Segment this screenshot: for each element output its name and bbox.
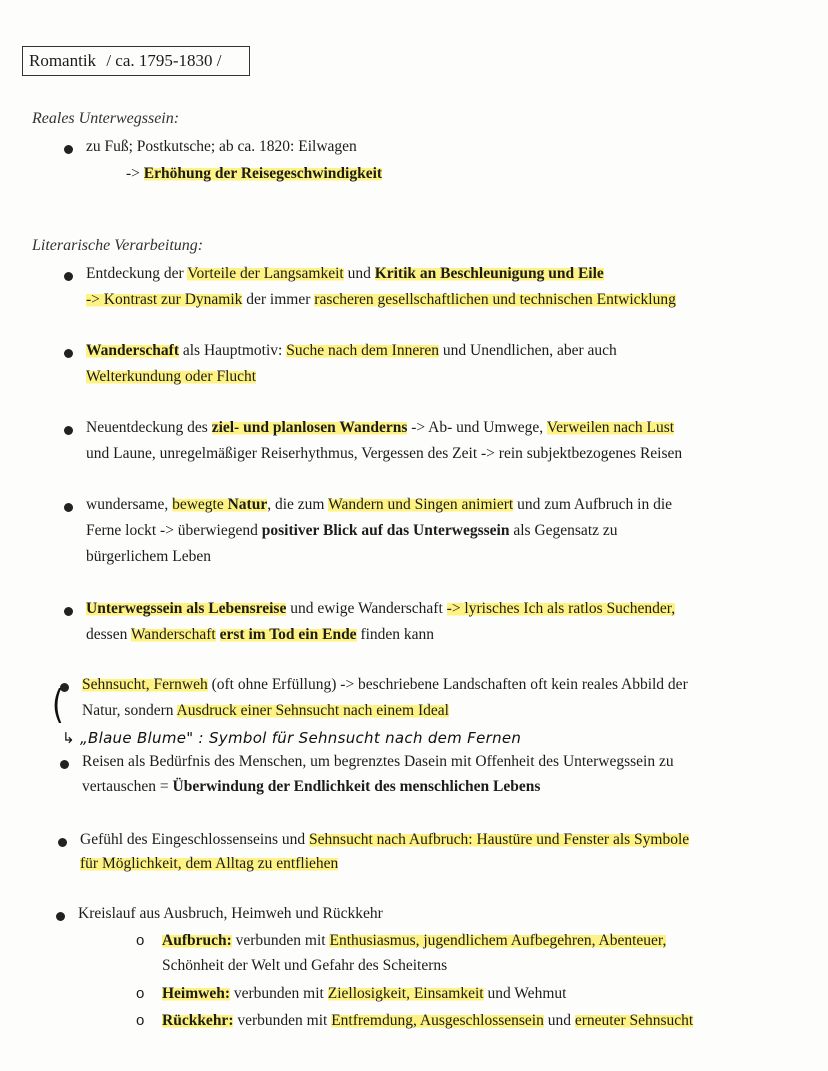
highlight-run: bewegte: [172, 496, 228, 513]
text-run: wundersame,: [86, 496, 173, 513]
text-run: als Gegensatz zu: [509, 522, 618, 539]
text-run: verbunden mit: [231, 932, 330, 949]
text-run: und Wehmut: [483, 985, 567, 1002]
text-run: , die zum: [267, 496, 329, 513]
lit-p4-line2: [86, 522, 618, 540]
bullet-dot: [58, 838, 67, 847]
lit-p9-sub1-line2: Schönheit der Welt und Gefahr des Scheiterns: [162, 957, 448, 974]
lit-p2-line2: [86, 368, 256, 386]
bullet-dot: [64, 607, 73, 616]
highlight-bold-run: Heimweh:: [162, 985, 231, 1002]
bullet-dot: [56, 912, 65, 921]
sub-bullet: o: [136, 1012, 145, 1029]
lit-p8-line2: [80, 855, 338, 873]
lit-p4-line3: bürgerlichem Leben: [86, 548, 211, 565]
text-run: Natur, sondern: [82, 702, 177, 719]
lit-p4-line1: [86, 496, 672, 514]
highlight-run: -> Kontrast zur Dynamik: [86, 291, 243, 308]
highlight-run: Ziellosigkeit, Einsamkeit: [327, 985, 484, 1002]
section-heading-lit: Literarische Verarbeitung:: [32, 237, 204, 254]
text-run: Gefühl des Eingeschlossenseins und: [80, 831, 310, 848]
highlight-run: Sehnsucht, Fernweh: [82, 676, 208, 693]
lit-p5-line1: [86, 600, 675, 618]
real-bullet-1: zu Fuß; Postkutsche; ab ca. 1820: Eilwagen: [86, 138, 357, 155]
bold-run: Überwindung der Endlichkeit des menschlichen Lebens: [172, 778, 541, 795]
lit-p3-line2: und Laune, unregelmäßiger Reiserhythmus, Vergessen des Zeit -> rein subjektbezogenes Reisen: [86, 445, 683, 462]
real-result: Erhöhung der Reisegeschwindigkeit: [143, 165, 383, 182]
text-run: und: [543, 1012, 575, 1029]
text-run: finden kann: [356, 626, 435, 643]
lit-p9-sub1-line1: [162, 932, 666, 950]
title-dates: / ca. 1795-1830 /: [106, 51, 222, 70]
lit-p8-line1: [80, 831, 689, 849]
lit-p2-line1: [86, 342, 617, 360]
lit-p9-line1: Kreislauf aus Ausbruch, Heimweh und Rückkehr: [78, 905, 383, 922]
bullet-dot: [64, 145, 73, 154]
text-run: Entdeckung der: [86, 265, 188, 282]
sub-bullet: o: [136, 932, 145, 949]
text-run: und zum Aufbruch in die: [513, 496, 673, 513]
lit-p6-line1: [82, 676, 688, 694]
handwritten-note: [62, 729, 521, 747]
lit-p1-line1: [86, 265, 604, 283]
note-text: „Blaue Blume" : Symbol für Sehnsucht nach dem Fernen: [79, 729, 522, 747]
title-word: Romantik: [29, 51, 97, 70]
highlight-run: Wanderschaft: [130, 626, 216, 643]
lit-p3-line1: [86, 419, 674, 437]
highlight-run: Ausdruck einer Sehnsucht nach einem Ideal: [176, 702, 449, 719]
lit-p6-line2: [82, 702, 449, 720]
lit-p9-sub3: [162, 1012, 693, 1030]
bullet-dot: [64, 272, 73, 281]
bullet-dot: [64, 426, 73, 435]
highlight-bold-run: Wanderschaft: [86, 342, 179, 359]
text-run: (oft ohne Erfüllung) -> beschriebene Landschaften oft kein reales Abbild der: [207, 676, 688, 693]
highlight-run: Suche nach dem Inneren: [286, 342, 439, 359]
text-run: und Unendlichen, aber auch: [439, 342, 617, 359]
text-run: als Hauptmotiv:: [179, 342, 287, 359]
lit-p7-line1: Reisen als Bedürfnis des Menschen, um begrenztes Dasein mit Offenheit des Unterwegssein zu: [82, 753, 674, 770]
bold-run: positiver Blick auf das Unterwegssein: [261, 522, 510, 539]
highlight-run: für Möglichkeit, dem Alltag zu entfliehen: [80, 855, 339, 872]
real-result-line: [126, 165, 382, 183]
text-run: und ewige Wanderschaft: [286, 600, 447, 617]
lit-p7-line2: [82, 778, 540, 796]
highlight-bold-run: ziel- und planlosen Wanderns: [211, 419, 408, 436]
title-box: [22, 46, 250, 76]
lit-p5-line2: [86, 626, 434, 644]
highlight-run: erneuter Sehnsucht: [574, 1012, 694, 1029]
text-run: dessen: [86, 626, 131, 643]
highlight-run: Verweilen nach Lust: [546, 419, 675, 436]
section-heading-real: Reales Unterwegssein:: [32, 110, 180, 127]
highlight-bold-run: Unterwegssein als Lebensreise: [86, 600, 287, 617]
handwritten-bracket: (: [52, 682, 64, 729]
text-run: vertauschen =: [82, 778, 173, 795]
text-run: -> Ab- und Umwege,: [407, 419, 547, 436]
arrow-text: ->: [126, 165, 140, 182]
highlight-bold-run: Kritik an Beschleunigung und Eile: [374, 265, 604, 282]
sub-bullet: o: [136, 985, 145, 1002]
highlight-run: Sehnsucht nach Aufbruch: Haustüre und Fenster als Symbole: [309, 831, 690, 848]
text-run: Ferne lockt -> überwiegend: [86, 522, 262, 539]
highlight-run: -> lyrisches Ich als ratlos Suchender,: [446, 600, 676, 617]
text-run: der immer: [242, 291, 315, 308]
bullet-dot: [60, 760, 69, 769]
lit-p9-sub2: [162, 985, 566, 1003]
highlight-bold-run: Aufbruch:: [162, 932, 232, 949]
highlight-bold-run: Rückkehr:: [162, 1012, 234, 1029]
arrow-icon: ↳: [62, 729, 80, 747]
lit-p1-line2: [86, 291, 676, 309]
highlight-run: Wandern und Singen animiert: [328, 496, 514, 513]
text-run: und: [343, 265, 375, 282]
text-run: verbunden mit: [233, 1012, 332, 1029]
highlight-run: Enthusiasmus, jugendlichem Aufbegehren, Abenteuer,: [329, 932, 667, 949]
highlight-bold-run: Natur: [227, 496, 268, 513]
bullet-dot: [64, 503, 73, 512]
highlight-bold-run: erst im Tod ein Ende: [219, 626, 357, 643]
bullet-dot: [64, 349, 73, 358]
highlight-run: Entfremdung, Ausgeschlossensein: [331, 1012, 544, 1029]
text-run: verbunden mit: [230, 985, 328, 1002]
highlight-run: Welterkundung oder Flucht: [86, 368, 257, 385]
text-run: Neuentdeckung des: [86, 419, 212, 436]
highlight-run: Vorteile der Langsamkeit: [187, 265, 344, 282]
highlight-run: rascheren gesellschaftlichen und technischen Entwicklung: [314, 291, 676, 308]
